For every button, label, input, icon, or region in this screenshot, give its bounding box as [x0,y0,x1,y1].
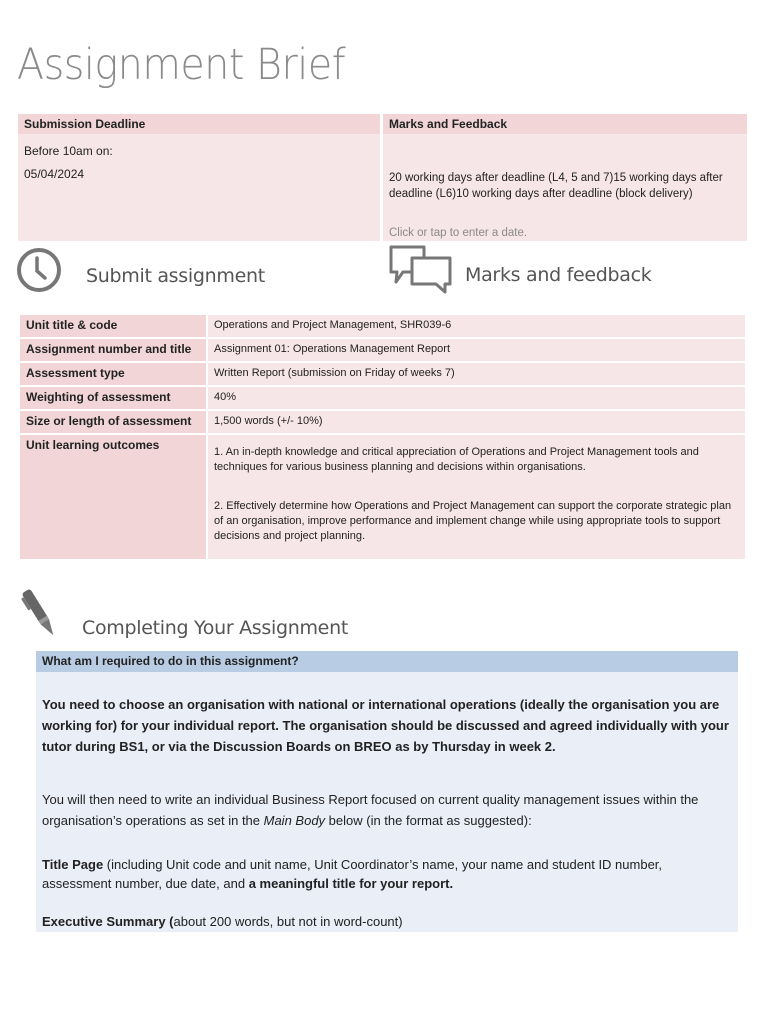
table-row [19,314,746,338]
row-key: Unit title & code [19,314,207,338]
row-key: Unit learning outcomes [19,434,207,560]
deadline-table [18,114,747,241]
row-value: Assignment 01: Operations Management Report [207,338,746,362]
date-picker-placeholder[interactable]: Click or tap to enter a date. [389,227,528,239]
question-header: What am I required to do in this assignment? [36,651,738,672]
clock-icon [16,247,64,295]
outcome-1: 1. An in-depth knowledge and critical appreciation of Operations and Project Management tools and techniques for various business planning and decisions within organisations. [214,446,699,473]
page-title: Assignment Brief [17,40,346,90]
row-value: 40% [207,386,746,410]
table-row [19,434,746,560]
title-page-para: Title Page (including Unit code and unit name, Unit Coordinator’s name, your name and student ID number, assessment number, due date, and a meaningful title for your report. [42,857,663,891]
learning-outcomes [207,434,746,560]
row-key: Assignment number and title [19,338,207,362]
instruction-para-1: You need to choose an organisation with national or international operations (ideally the organisation you are working for) for your individual report. The organisation should be discussed and agreed individually with your tutor during BS1, or via the Discussion Boards on BREO as by Thursday in week 2. [42,697,729,754]
table-row [19,386,746,410]
row-key: Size or length of assessment [19,410,207,434]
row-value: 1,500 words (+/- 10%) [207,410,746,434]
executive-summary-para: Executive Summary (about 200 words, but not in word-count) [42,914,403,929]
marks-feedback-header: Marks and Feedback [383,114,747,134]
instruction-para-2: You will then need to write an individual Business Report focused on current quality management issues within the organisation’s operations as set in the Main Body below (in the format as suggested): [42,792,699,828]
deadline-date: 05/04/2024 [24,167,85,181]
unit-info-table [18,313,747,561]
submission-deadline-header: Submission Deadline [18,114,380,134]
feedback-text: 20 working days after deadline (L4, 5 and 7)15 working days after deadline (L6)10 working days after deadline (block delivery) [389,172,723,200]
outcome-2: 2. Effectively determine how Operations and Project Management can support the corporate strategic plan of an organisation, improve performance and implement change while using appropriate tools to support decisions and project planning. [214,500,732,542]
before-text: Before 10am on: [24,144,113,158]
column-divider [380,114,383,241]
row-key: Assessment type [19,362,207,386]
row-key: Weighting of assessment [19,386,207,410]
row-value: Operations and Project Management, SHR039-6 [207,314,746,338]
submit-assignment-label: Submit assignment [86,265,265,287]
pen-icon [18,583,62,645]
speech-bubbles-icon [388,244,454,296]
instructions-body [36,672,738,932]
row-value: Written Report (submission on Friday of weeks 7) [207,362,746,386]
table-row [19,338,746,362]
completing-heading: Completing Your Assignment [82,617,348,639]
table-row [19,410,746,434]
table-row [19,362,746,386]
marks-feedback-label: Marks and feedback [465,264,652,286]
